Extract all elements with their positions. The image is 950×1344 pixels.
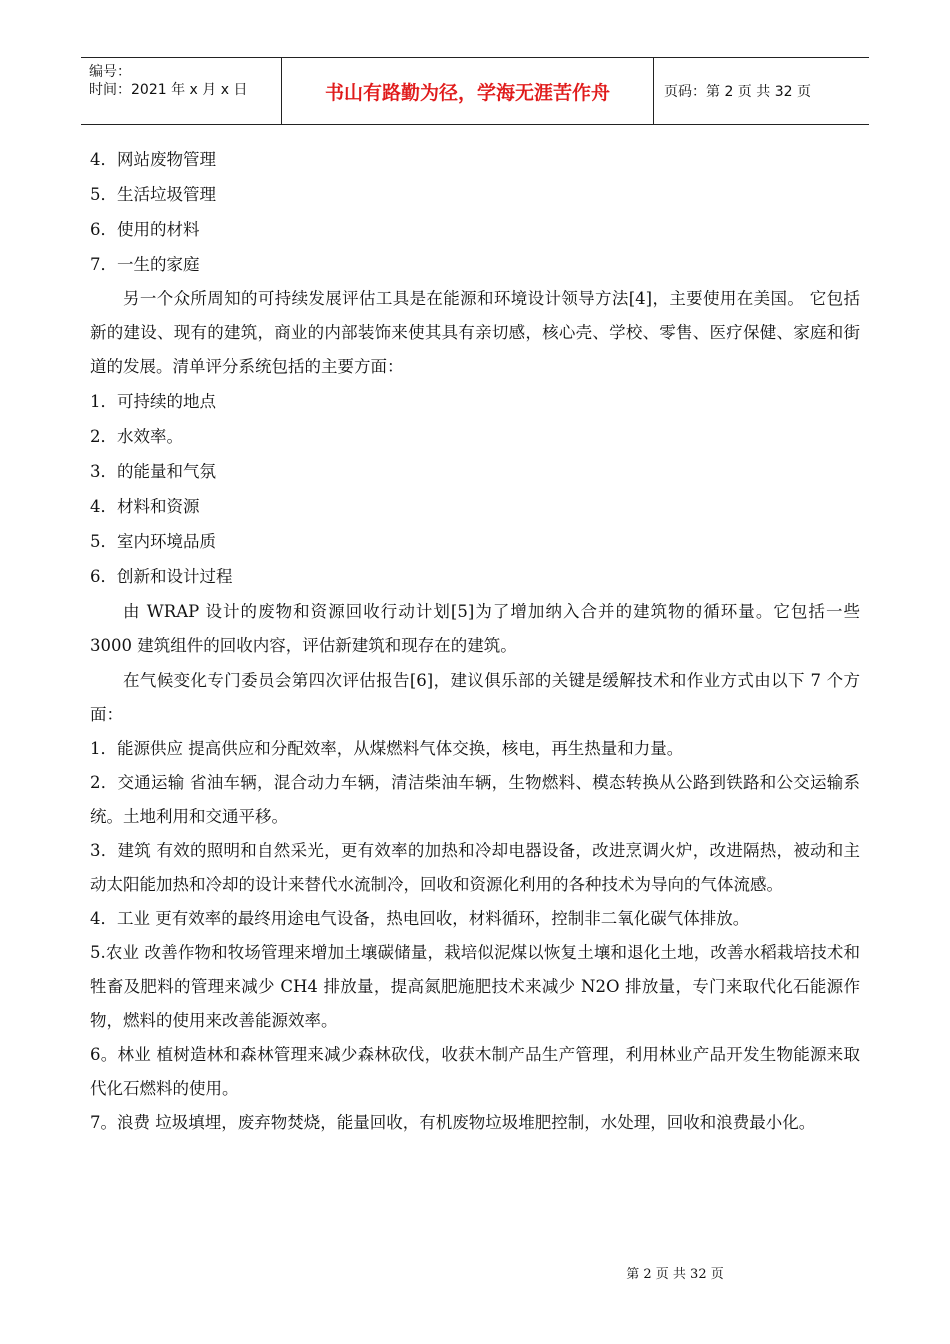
document-body (90, 142, 860, 1140)
document-header (81, 57, 869, 125)
sector-item: 2．交通运输 省油车辆，混合动力车辆，清洁柴油车辆，生物燃料、模态转换从公路到铁路和公交运输系统。土地利用和交通平移。 (90, 773, 860, 826)
list-item: 5．生活垃圾管理 (90, 185, 216, 204)
list-item: 4．网站废物管理 (90, 150, 216, 169)
list-item: 1．可持续的地点 (90, 392, 216, 411)
number-label: 编号： (89, 64, 131, 80)
sector-item: 7。浪费 垃圾填埋，废弃物焚烧，能量回收，有机废物垃圾堆肥控制，水处理，回收和浪费最小化。 (90, 1113, 816, 1132)
list-item: 3．的能量和气氛 (90, 462, 216, 481)
list-item: 6．使用的材料 (90, 220, 200, 239)
footer-page-number: 第 2 页 共 32 页 (626, 1267, 724, 1282)
paragraph: 在气候变化专门委员会第四次评估报告[6]，建议俱乐部的关键是缓解技术和作业方式由以下 7 个方面： (90, 671, 860, 724)
list-item: 7．一生的家庭 (90, 255, 200, 274)
page-footer (0, 1263, 950, 1282)
sector-item: 3．建筑 有效的照明和自然采光，更有效率的加热和冷却电器设备，改进烹调火炉，改进隔热，被动和主动太阳能加热和冷却的设计来替代水流制冷，回收和资源化利用的各种技术为导向的气体流感。 (90, 841, 860, 894)
paragraph: 由 WRAP 设计的废物和资源回收行动计划[5]为了增加纳入合并的建筑物的循环量。它包括一些 3000 建筑组件的回收内容，评估新建筑和现存在的建筑。 (90, 602, 860, 655)
page-info: 页码：第 2 页 共 32 页 (664, 84, 811, 100)
sector-item: 5.农业 改善作物和牧场管理来增加土壤碳储量，栽培似泥煤以恢复土壤和退化土地，改善水稻栽培技术和牲畜及肥料的管理来减少 CH4 排放量，提高氮肥施肥技术来减少 N2O 排放量，专门来取代化石能源作物，燃料的使用来改善能源效率。 (90, 943, 860, 1030)
list-item: 4．材料和资源 (90, 497, 200, 516)
motto-title: 书山有路勤为径，学海无涯苦作舟 (281, 58, 654, 124)
sector-item: 1．能源供应 提高供应和分配效率，从煤燃料气体交换，核电，再生热量和力量。 (90, 739, 684, 758)
list-item: 2．水效率。 (90, 427, 183, 446)
sector-item: 4．工业 更有效率的最终用途电气设备，热电回收，材料循环，控制非二氧化碳气体排放。 (90, 909, 750, 928)
date-label: 时间：2021 年 x 月 x 日 (89, 82, 248, 98)
header-meta (81, 58, 281, 124)
list-item: 6．创新和设计过程 (90, 567, 233, 586)
sector-item: 6。林业 植树造林和森林管理来减少森林砍伐，收获木制产品生产管理，利用林业产品开发生物能源来取代化石燃料的使用。 (90, 1045, 860, 1098)
list-item: 5．室内环境品质 (90, 532, 216, 551)
paragraph: 另一个众所周知的可持续发展评估工具是在能源和环境设计领导方法[4]，主要使用在美国。 它包括新的建设、现有的建筑，商业的内部装饰来使其具有亲切感，核心壳、学校、零售、医疗保健、家庭和街道的发展。清单评分系统包括的主要方面： (90, 289, 860, 376)
